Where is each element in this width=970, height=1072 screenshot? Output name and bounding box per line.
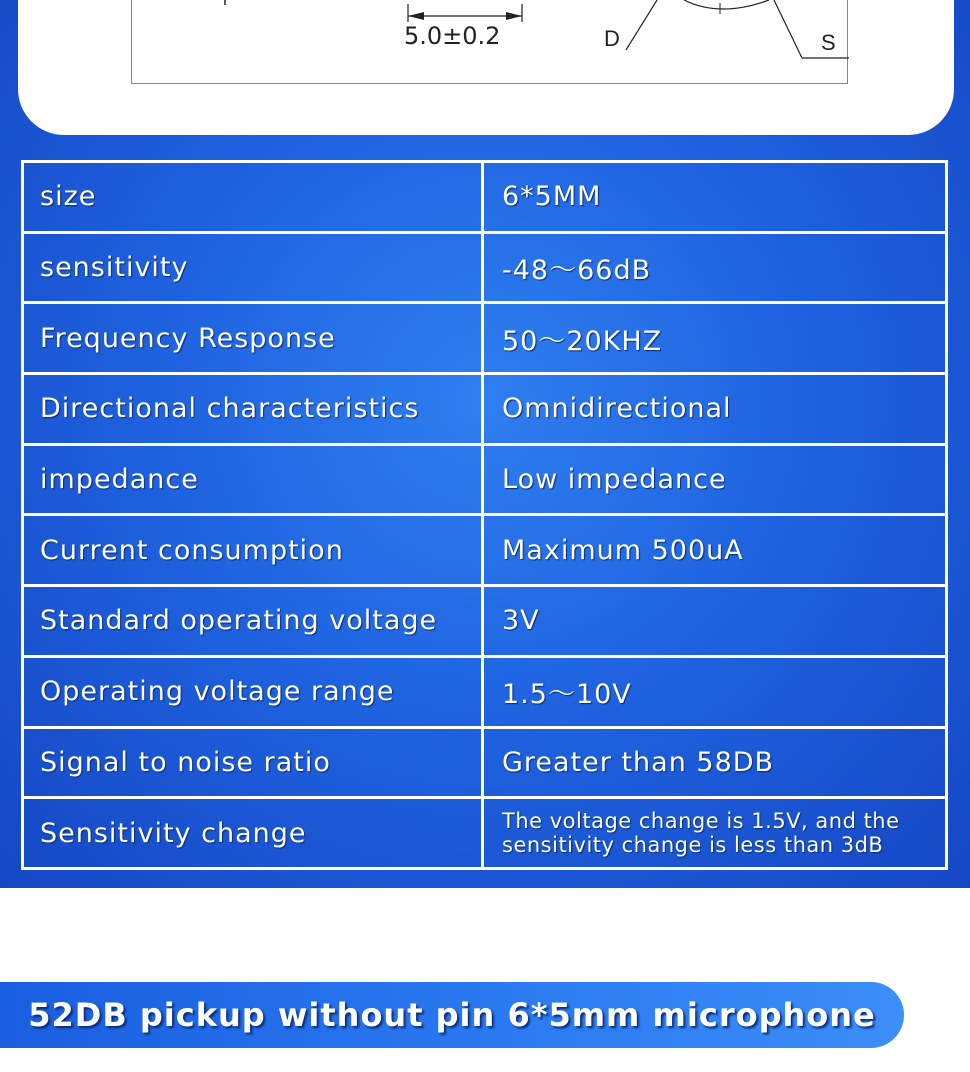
table-row [23,727,947,798]
spec-key: Directional characteristics [23,374,483,445]
pin-label-s: S [821,30,836,55]
spec-key: Current consumption [23,515,483,586]
spec-value: -48～66dB [483,232,947,303]
pin-label-d: D [604,26,620,51]
product-title: 52DB pickup without pin 6*5mm microphone [28,996,876,1034]
spec-key: Operating voltage range [23,656,483,727]
spec-value: Low impedance [483,444,947,515]
spec-value: The voltage change is 1.5V, and the sensitivity change is less than 3dB [483,798,947,869]
diagram-card [18,0,954,135]
spec-key: Sensitivity change [23,798,483,869]
table-row [23,586,947,657]
specification-table [21,160,948,870]
spec-value: 50～20KHZ [483,303,947,374]
table-row [23,162,947,233]
table-row [23,303,947,374]
table-row [23,515,947,586]
spec-value: Greater than 58DB [483,727,947,798]
technical-drawing [131,0,848,84]
table-row [23,656,947,727]
spec-value: 6*5MM [483,162,947,233]
spec-value: Omnidirectional [483,374,947,445]
spec-value: 1.5～10V [483,656,947,727]
spec-value: Maximum 500uA [483,515,947,586]
spec-key: impedance [23,444,483,515]
spec-key: size [23,162,483,233]
table-row [23,374,947,445]
spec-key: Frequency Response [23,303,483,374]
dimension-label: 5.0±0.2 [404,22,501,50]
spec-value: 3V [483,586,947,657]
table-row [23,444,947,515]
table-row [23,798,947,869]
spec-key: Signal to noise ratio [23,727,483,798]
spec-key: sensitivity [23,232,483,303]
table-row [23,232,947,303]
spec-key: Standard operating voltage [23,586,483,657]
product-title-banner [0,982,904,1048]
